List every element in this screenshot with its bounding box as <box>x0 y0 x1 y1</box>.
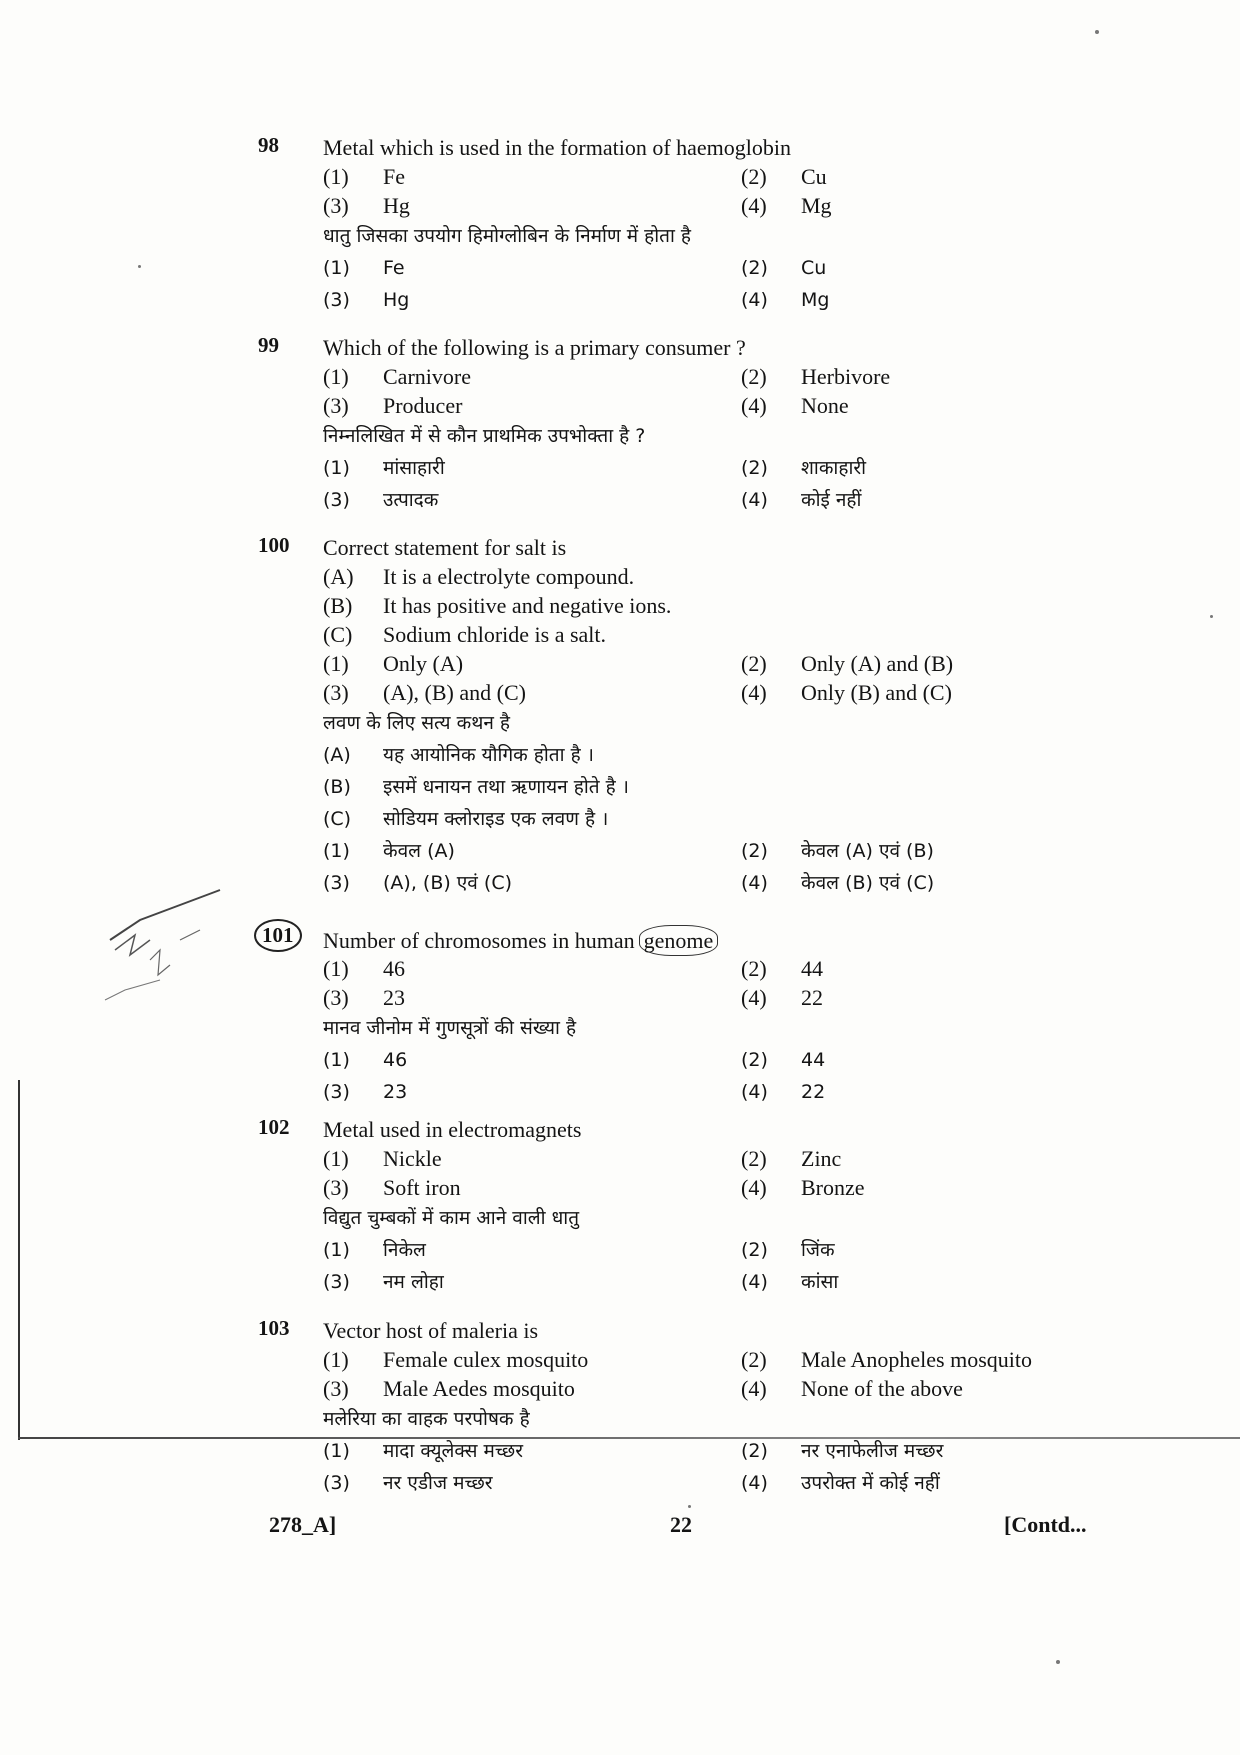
question-text-en: Metal used in electromagnets <box>323 1117 582 1142</box>
option-2[interactable]: (2) Only (A) and (B) <box>741 651 954 676</box>
option-3-hi[interactable]: (3) उत्पादक <box>323 489 439 511</box>
options-row-hi <box>323 484 1163 516</box>
options-row <box>323 678 1163 707</box>
statement-a-hi: (A) यह आयोनिक यौगिक होता है । <box>323 744 594 766</box>
options-row-hi <box>323 1435 1163 1467</box>
option-2[interactable]: (2) Herbivore <box>741 364 891 389</box>
options-row-hi <box>323 284 1163 316</box>
options-row <box>323 1374 1163 1403</box>
question-text-hi: निम्नलिखित में से कौन प्राथमिक उपभोक्ता है ? <box>323 425 646 447</box>
option-1[interactable]: (1) Only (A) <box>323 651 464 676</box>
question-text-hi: विद्युत चुम्बकों में काम आने वाली धातु <box>323 1207 580 1229</box>
option-1[interactable]: (1) Nickle <box>323 1146 442 1171</box>
options-row-hi <box>323 835 1163 867</box>
option-3[interactable]: (3) Hg <box>323 193 410 218</box>
question-number: 99 <box>258 333 279 357</box>
options-row <box>323 362 1163 391</box>
option-4[interactable]: (4) Mg <box>741 193 832 218</box>
question-text-en: Number of chromosomes in human genome <box>323 925 1163 954</box>
question-text-en: Metal which is used in the formation of haemoglobin <box>323 135 792 160</box>
option-3-hi[interactable]: (3) 23 <box>323 1081 408 1103</box>
options-row-hi <box>323 1076 1163 1108</box>
option-1-hi[interactable]: (1) Fe <box>323 257 405 279</box>
options-row <box>323 983 1163 1012</box>
option-2-hi[interactable]: (2) 44 <box>741 1049 826 1071</box>
question-text-hi: मानव जीनोम में गुणसूत्रों की संख्या है <box>323 1017 577 1039</box>
option-4[interactable]: (4) Only (B) and (C) <box>741 680 952 705</box>
scan-speck <box>1095 30 1099 34</box>
options-row <box>323 1173 1163 1202</box>
option-1[interactable]: (1) Fe <box>323 164 405 189</box>
option-2[interactable]: (2) Male Anopheles mosquito <box>741 1347 1032 1372</box>
page-left-edge <box>18 1080 20 1440</box>
option-4[interactable]: (4) None of the above <box>741 1376 963 1401</box>
page-number: 22 <box>670 1512 692 1537</box>
statement-b-hi: (B) इसमें धनायन तथा ऋणायन होते है । <box>323 776 629 798</box>
question-text-hi: मलेरिया का वाहक परपोषक है <box>323 1408 530 1430</box>
scan-speck <box>688 1505 691 1508</box>
option-4[interactable]: (4) Bronze <box>741 1175 865 1200</box>
option-2-hi[interactable]: (2) Cu <box>741 257 827 279</box>
options-row-hi <box>323 867 1163 899</box>
option-2[interactable]: (2) 44 <box>741 956 823 981</box>
option-1-hi[interactable]: (1) केवल (A) <box>323 840 455 862</box>
option-4-hi[interactable]: (4) 22 <box>741 1081 826 1103</box>
options-row <box>323 191 1163 220</box>
options-row <box>323 162 1163 191</box>
scan-speck <box>1056 1660 1060 1664</box>
question-number: 102 <box>258 1115 290 1139</box>
option-3[interactable]: (3) Producer <box>323 393 463 418</box>
option-3-hi[interactable]: (3) नम लोहा <box>323 1271 444 1293</box>
option-2[interactable]: (2) Cu <box>741 164 827 189</box>
option-3-hi[interactable]: (3) Hg <box>323 289 410 311</box>
option-4-hi[interactable]: (4) Mg <box>741 289 830 311</box>
statement-a: (A) It is a electrolyte compound. <box>323 564 635 589</box>
scan-speck <box>138 265 141 268</box>
option-3[interactable]: (3) Male Aedes mosquito <box>323 1376 575 1401</box>
option-1-hi[interactable]: (1) मांसाहारी <box>323 457 445 479</box>
options-row <box>323 1144 1163 1173</box>
option-4-hi[interactable]: (4) केवल (B) एवं (C) <box>741 872 935 894</box>
option-1-hi[interactable]: (1) 46 <box>323 1049 408 1071</box>
options-row-hi <box>323 1044 1163 1076</box>
option-2-hi[interactable]: (2) नर एनाफेलीज मच्छर <box>741 1440 944 1462</box>
question-text-en: Which of the following is a primary consumer ? <box>323 335 746 360</box>
option-4-hi[interactable]: (4) कांसा <box>741 1271 839 1293</box>
option-3[interactable]: (3) Soft iron <box>323 1175 461 1200</box>
question-text-hi: धातु जिसका उपयोग हिमोग्लोबिन के निर्माण में होता है <box>323 225 692 247</box>
option-2[interactable]: (2) Zinc <box>741 1146 842 1171</box>
option-1[interactable]: (1) Female culex mosquito <box>323 1347 589 1372</box>
continued-label: [Contd... <box>1004 1512 1087 1537</box>
options-row-hi <box>323 1467 1163 1499</box>
option-1-hi[interactable]: (1) मादा क्यूलेक्स मच्छर <box>323 1440 523 1462</box>
paper-code: 278_A] <box>269 1512 337 1537</box>
option-3[interactable]: (3) (A), (B) and (C) <box>323 680 526 705</box>
question-number: 103 <box>258 1316 290 1340</box>
option-3-hi[interactable]: (3) नर एडीज मच्छर <box>323 1472 493 1494</box>
statement-b: (B) It has positive and negative ions. <box>323 593 672 618</box>
option-4[interactable]: (4) None <box>741 393 849 418</box>
pen-scribble-icon <box>100 880 250 1030</box>
option-2-hi[interactable]: (2) जिंक <box>741 1239 835 1261</box>
options-row <box>323 954 1163 983</box>
options-row-hi <box>323 1234 1163 1266</box>
options-row <box>323 391 1163 420</box>
options-row-hi <box>323 452 1163 484</box>
options-row <box>323 649 1163 678</box>
option-3[interactable]: (3) 23 <box>323 985 405 1010</box>
option-4[interactable]: (4) 22 <box>741 985 823 1010</box>
option-3-hi[interactable]: (3) (A), (B) एवं (C) <box>323 872 513 894</box>
options-row-hi <box>323 1266 1163 1298</box>
options-row-hi <box>323 252 1163 284</box>
option-2-hi[interactable]: (2) शाकाहारी <box>741 457 867 479</box>
question-number: 100 <box>258 533 290 557</box>
scan-speck <box>1210 615 1213 618</box>
question-number: 98 <box>258 133 279 157</box>
option-4-hi[interactable]: (4) कोई नहीं <box>741 489 862 511</box>
question-text-hi: लवण के लिए सत्य कथन है <box>323 712 511 734</box>
question-text-en: Correct statement for salt is <box>323 535 567 560</box>
statement-c: (C) Sodium chloride is a salt. <box>323 622 607 647</box>
statement-c-hi: (C) सोडियम क्लोराइड एक लवण है । <box>323 808 609 830</box>
question-number-circled: 101 <box>254 919 302 952</box>
options-row <box>323 1345 1163 1374</box>
option-4-hi[interactable]: (4) उपरोक्त में कोई नहीं <box>741 1472 940 1494</box>
option-1[interactable]: (1) Carnivore <box>323 364 471 389</box>
question-text-en: Vector host of maleria is <box>323 1318 539 1343</box>
option-1-hi[interactable]: (1) निकेल <box>323 1239 426 1261</box>
option-1[interactable]: (1) 46 <box>323 956 405 981</box>
option-2-hi[interactable]: (2) केवल (A) एवं (B) <box>741 840 934 862</box>
circled-word: genome <box>639 925 719 956</box>
